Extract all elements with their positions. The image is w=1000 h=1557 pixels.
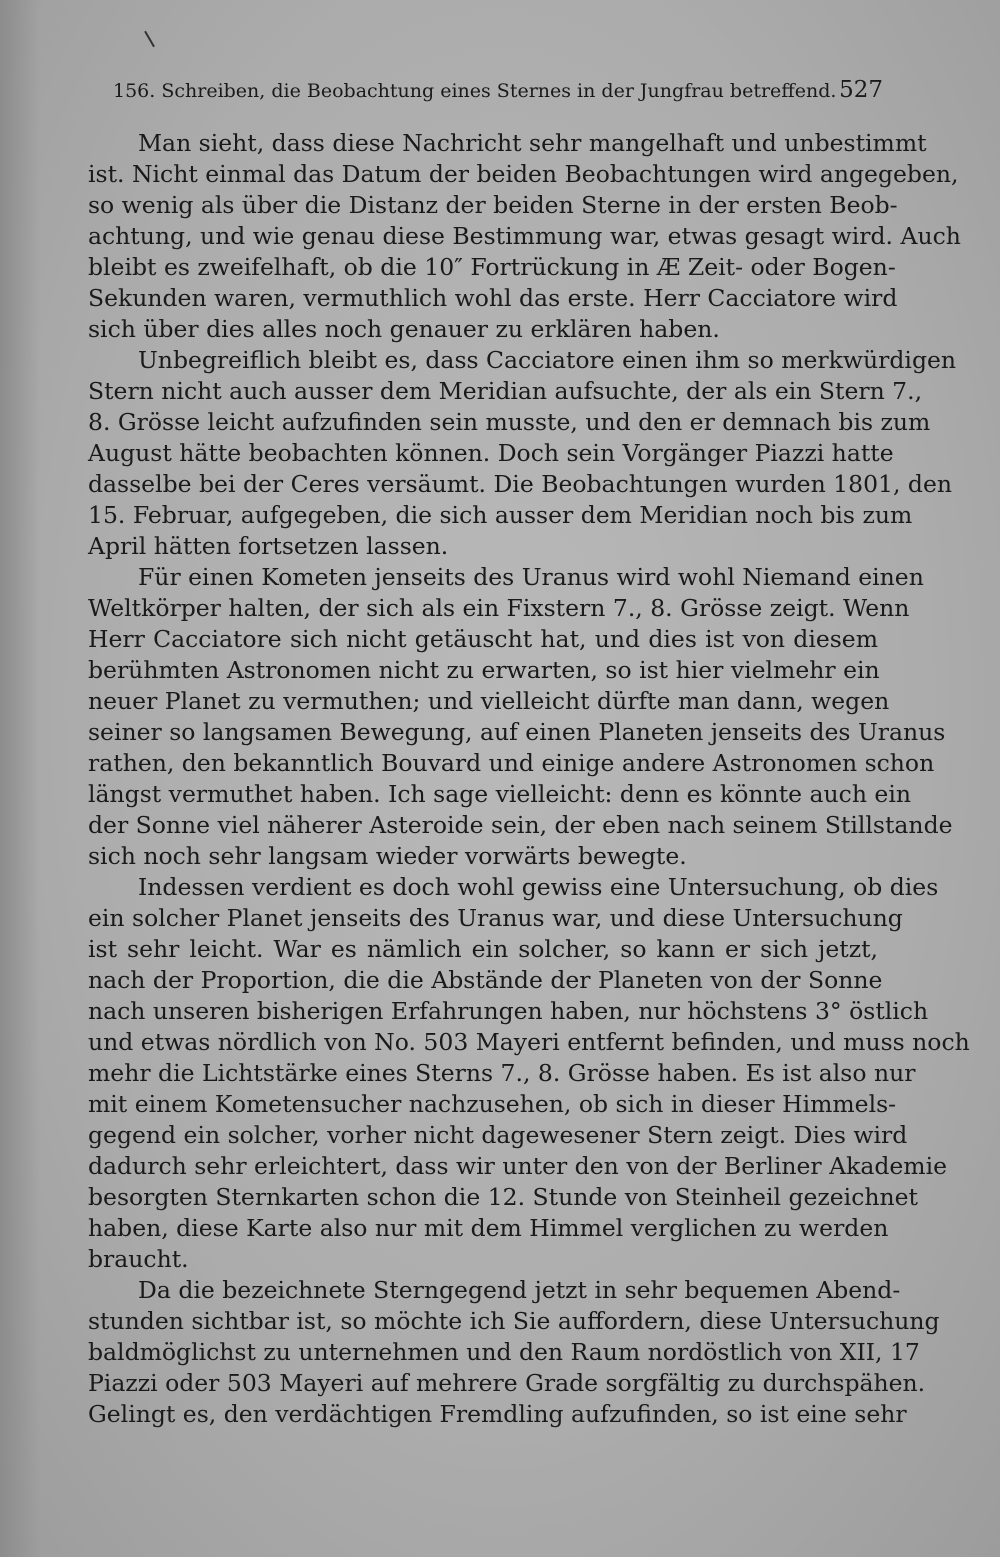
text-line: Stern nicht auch ausser dem Meridian aufsuchte, der als ein Stern 7., [88,377,923,405]
text-line: ist. Nicht einmal das Datum der beiden Beobachtungen wird angegeben, [88,160,959,188]
text-line: nach unseren bisherigen Erfahrungen haben, nur höchstens 3° östlich [88,997,929,1025]
text-line: April hätten fortsetzen lassen. [88,532,449,560]
body-text [88,128,970,1430]
text-line: längst vermuthet haben. Ich sage vielleicht: denn es könnte auch ein [88,780,911,808]
pencil-mark [144,27,162,48]
text-line: August hätte beobachten können. Doch sein Vorgänger Piazzi hatte [88,439,894,467]
text-line: ein solcher Planet jenseits des Uranus war, und diese Untersuchung [88,904,903,932]
text-line: mehr die Lichtstärke eines Sterns 7., 8. Grösse haben. Es ist also nur [88,1059,916,1087]
text-line: sich noch sehr langsam wieder vorwärts bewegte. [88,842,687,870]
text-line: Da die bezeichnete Sterngegend jetzt in sehr bequemen Abend- [138,1276,901,1304]
text-line: dadurch sehr erleichtert, dass wir unter den von der Berliner Akademie [88,1152,947,1180]
text-line: Gelingt es, den verdächtigen Fremdling aufzufinden, so ist eine sehr [88,1400,907,1428]
text-line: neuer Planet zu vermuthen; und vielleicht dürfte man dann, wegen [88,687,890,715]
text-line: berühmten Astronomen nicht zu erwarten, so ist hier vielmehr ein [88,656,880,684]
text-line: Indessen verdient es doch wohl gewiss eine Untersuchung, ob dies [138,873,939,901]
text-line: Für einen Kometen jenseits des Uranus wird wohl Niemand einen [138,563,924,591]
text-line: dasselbe bei der Ceres versäumt. Die Beobachtungen wurden 1801, den [88,470,953,498]
running-head [113,76,883,106]
text-line: nach der Proportion, die die Abstände der Planeten von der Sonne [88,966,883,994]
text-line: so wenig als über die Distanz der beiden Sterne in der ersten Beob- [88,191,898,219]
text-line: ist sehr leicht. War es nämlich ein solcher, so kann er sich jetzt, [88,935,878,963]
text-line: Herr Cacciatore sich nicht getäuscht hat, und dies ist von diesem [88,625,878,653]
text-line: Piazzi oder 503 Mayeri auf mehrere Grade sorgfältig zu durchspähen. [88,1369,926,1397]
text-line: sich über dies alles noch genauer zu erklären haben. [88,315,720,343]
text-line: Weltkörper halten, der sich als ein Fixstern 7., 8. Grösse zeigt. Wenn [88,594,910,622]
text-line: bleibt es zweifelhaft, ob die 10″ Fortrückung in Æ Zeit- oder Bogen- [88,253,896,281]
text-line: baldmöglichst zu unternehmen und den Raum nordöstlich von XII, 17 [88,1338,920,1366]
page-number: 527 [839,77,883,103]
text-line: besorgten Sternkarten schon die 12. Stunde von Steinheil gezeichnet [88,1183,918,1211]
text-line: 15. Februar, aufgegeben, die sich ausser dem Meridian noch bis zum [88,501,913,529]
text-line: gegend ein solcher, vorher nicht dagewesener Stern zeigt. Dies wird [88,1121,908,1149]
text-line: mit einem Kometensucher nachzusehen, ob sich in dieser Himmels- [88,1090,897,1118]
text-line: seiner so langsamen Bewegung, auf einen Planeten jenseits des Uranus [88,718,946,746]
text-line: haben, diese Karte also nur mit dem Himmel verglichen zu werden [88,1214,889,1242]
text-line: Unbegreiflich bleibt es, dass Cacciatore einen ihm so merkwürdigen [138,346,957,374]
text-line: Man sieht, dass diese Nachricht sehr mangelhaft und unbestimmt [138,129,927,157]
running-head-title: 156. Schreiben, die Beobachtung eines Sternes in der Jungfrau betreffend. [113,80,837,102]
text-line: braucht. [88,1245,189,1273]
text-line: der Sonne viel näherer Asteroide sein, der eben nach seinem Stillstande [88,811,953,839]
text-line: achtung, und wie genau diese Bestimmung war, etwas gesagt wird. Auch [88,222,961,250]
text-line: 8. Grösse leicht aufzufinden sein musste, und den er demnach bis zum [88,408,931,436]
text-line: stunden sichtbar ist, so möchte ich Sie auffordern, diese Untersuchung [88,1307,940,1335]
text-line: und etwas nördlich von No. 503 Mayeri entfernt befinden, und muss noch [88,1028,970,1056]
text-line: Sekunden waren, vermuthlich wohl das erste. Herr Cacciatore wird [88,284,898,312]
text-line: rathen, den bekanntlich Bouvard und einige andere Astronomen schon [88,749,935,777]
